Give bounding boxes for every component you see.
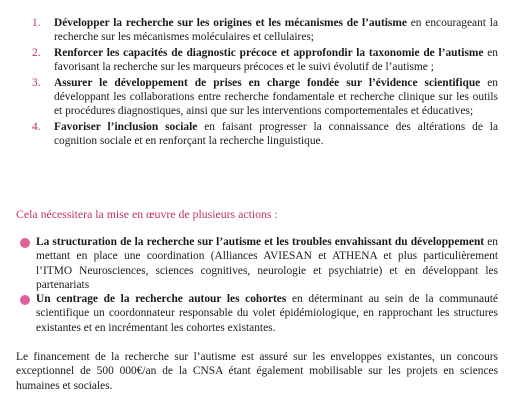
- section-heading: Cela nécessitera la mise en œuvre de plusieurs actions :: [16, 207, 278, 221]
- action-item: [20, 292, 498, 335]
- objective-text: en encourageant la recherche sur les mécanismes moléculaires et cellulaires;: [54, 17, 499, 44]
- objective-text: en faisant progresser la connaissance des altérations de la cognition sociale et en renforçant la recherche linguistique.: [54, 120, 499, 148]
- objective-title: Développer la recherche sur les origines et les mécanismes de l’autisme: [54, 17, 407, 29]
- actions-list: [20, 235, 498, 335]
- funding-paragraph: Le financement de la recherche sur l’autisme est assuré sur les enveloppes existantes, un concours exceptionnel de 500 000€/an de la CNSA étant également mobilisable sur les projets en sciences humaines et sociales.: [16, 351, 498, 392]
- objective-text: en développant les collaborations entre recherche fondamentale et recherche clinique sur les outils et procédures diagnostiques, ainsi que sur les interventions comportementales et éducatives;: [54, 76, 498, 118]
- objective-number: 4.: [32, 120, 41, 133]
- action-text: en mettant en place une coordination (Alliances AVIESAN et ATHENA et plus particulièrement l’ITMO Neurosciences, sciences cognitives, neurologie et psychiatrie) et en développant les partenariats: [36, 236, 498, 291]
- objective-text: en favorisant la recherche sur les marqueurs précoces et le suivi évolutif de l’autisme ;: [54, 46, 498, 74]
- bullet-dot-icon: [20, 295, 30, 305]
- action-text: en déterminant au sein de la communauté scientifique un coordonnateur responsable du volet épidémiologique, en rapprochant les structures existantes et en incrémentant les cohortes existantes.: [36, 293, 498, 334]
- action-item: [20, 235, 498, 292]
- objective-item: [30, 46, 498, 74]
- objective-number: 2.: [32, 46, 41, 59]
- objective-item: [30, 76, 498, 119]
- bullet-dot-icon: [20, 238, 30, 248]
- action-title: La structuration de la recherche sur l’autisme et les troubles envahissant du développement: [36, 236, 485, 248]
- objective-number: 1.: [32, 17, 41, 29]
- objective-title: Favoriser l’inclusion sociale: [54, 120, 198, 133]
- action-title: Un centrage de la recherche autour les cohortes: [36, 293, 287, 306]
- objective-title: Assurer le développement de prises en charge fondée sur l’évidence scientifique: [54, 76, 481, 89]
- objective-title: Renforcer les capacités de diagnostic précoce et approfondir la taxonomie de l’autisme: [54, 46, 484, 59]
- objectives-list: [30, 16, 498, 150]
- objective-item: [30, 120, 498, 148]
- objective-number: 3.: [32, 76, 41, 89]
- objective-item: [30, 16, 498, 44]
